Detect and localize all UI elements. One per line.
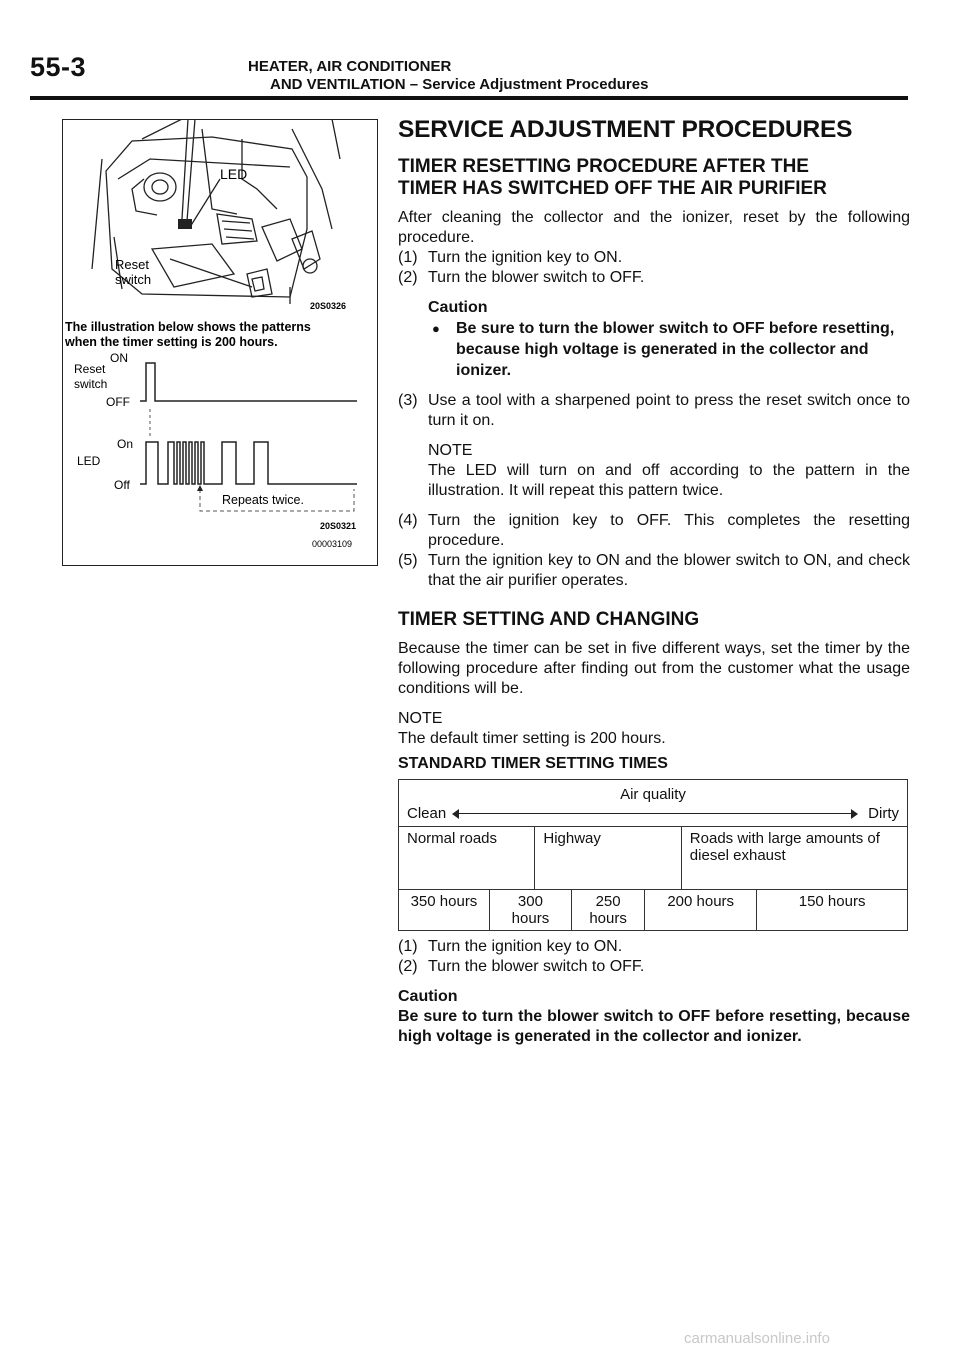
reset-switch-label-2: switch (74, 377, 108, 391)
arrow-right-icon (851, 809, 858, 819)
note-label: NOTE (428, 442, 473, 459)
header-title-line2: AND VENTILATION – Service Adjustment Procedures (270, 76, 649, 93)
caution-label: Caution (428, 299, 488, 316)
label-off: OFF (106, 395, 130, 409)
note2-text: The default timer setting is 200 hours. (398, 730, 666, 747)
step-4 (398, 511, 910, 551)
section3-title: STANDARD TIMER SETTING TIMES (398, 755, 668, 772)
step-2 (398, 268, 910, 288)
clean-label: Clean (407, 805, 447, 822)
led-element (178, 219, 192, 229)
sec3-step-1-num: (1) (398, 938, 418, 955)
caution-bullet (428, 318, 910, 381)
section2-title: TIMER SETTING AND CHANGING (398, 609, 700, 630)
label-led: LED (220, 166, 248, 182)
page-title: SERVICE ADJUSTMENT PROCEDURES (398, 116, 853, 143)
caution2-text: Be sure to turn the blower switch to OFF before resetting, because high voltage is generated in the collector and ionizer. (398, 1008, 910, 1045)
figure-caption-line1: The illustration below shows the patterns (65, 320, 311, 334)
step-3 (398, 391, 910, 431)
sec3-step-1-text: Turn the ignition key to ON. (428, 938, 623, 955)
watermark: carmanualsonline.info (684, 1330, 830, 1347)
sec3-step-2-text: Turn the blower switch to OFF. (428, 958, 645, 975)
scale-arrow (452, 809, 858, 819)
air-quality-label: Air quality (620, 786, 686, 803)
step-5-text: Turn the ignition key to ON and the blower switch to ON, and check that the air purifier operates. (428, 552, 910, 589)
step-5 (398, 551, 910, 591)
step-3-num: (3) (398, 392, 418, 409)
led-timing-label: LED (77, 454, 101, 468)
timer-table (398, 779, 908, 931)
step-5-num: (5) (398, 552, 418, 569)
note-text: The LED will turn on and off according to the pattern in the illustration. It will repeat this pattern twice. (428, 462, 910, 499)
step-1-text: Turn the ignition key to ON. (428, 249, 623, 266)
caution-bullet-text: Be sure to turn the blower switch to OFF before resetting, because high voltage is generated in the collector and ionizer. (456, 320, 895, 379)
hours-cell-150: 150 hours (757, 890, 908, 931)
header-title-line1: HEATER, AIR CONDITIONER (248, 58, 452, 75)
page-number: 55-3 (30, 52, 87, 82)
hours-cell-300: 300 hours (489, 890, 571, 931)
step-4-text: Turn the ignition key to OFF. This completes the resetting procedure. (428, 512, 910, 549)
diesel-cell: Roads with large amounts of diesel exhaust (681, 827, 907, 890)
repeat-start-arrow (197, 485, 203, 491)
table-row-roads (399, 827, 908, 890)
clean-dirty-scale (407, 805, 899, 822)
section1-title-line1: TIMER RESETTING PROCEDURE AFTER THE (398, 156, 809, 177)
reset-switch-waveform (140, 363, 357, 401)
main-content (398, 116, 910, 1047)
label-reset-2: switch (115, 272, 152, 287)
sec3-step-2 (398, 957, 910, 977)
step-2-text: Turn the blower switch to OFF. (428, 269, 645, 286)
bullet-icon: ● (432, 321, 440, 336)
caution2-label: Caution (398, 988, 458, 1005)
normal-roads-cell: Normal roads (399, 827, 535, 890)
hours-cell-250: 250 hours (571, 890, 644, 931)
led-waveform (140, 442, 357, 484)
arrow-left-icon (452, 809, 459, 819)
led-off-label: Off (114, 478, 130, 492)
figure-illustration (62, 119, 378, 566)
step-2-num: (2) (398, 269, 418, 286)
hours-cell-350: 350 hours (399, 890, 490, 931)
dirty-label: Dirty (868, 805, 899, 822)
reset-switch-label-1: Reset (74, 362, 106, 376)
repeats-label: Repeats twice. (222, 493, 304, 507)
section2-intro: Because the timer can be set in five different ways, set the timer by the following procedure after finding out from the customer what the usage conditions will be. (398, 640, 910, 697)
sec3-step-2-num: (2) (398, 958, 418, 975)
figure-code-top: 20S0326 (310, 301, 347, 311)
table-row-air-quality (399, 780, 908, 827)
highway-cell: Highway (535, 827, 681, 890)
label-reset-1: Reset (115, 257, 149, 272)
header-rule (30, 96, 908, 100)
section1-intro: After cleaning the collector and the ionizer, reset by the following procedure. (398, 209, 910, 246)
led-on-label: On (117, 437, 134, 451)
air-quality-cell (399, 780, 908, 827)
hours-cell-200: 200 hours (645, 890, 757, 931)
step-3-text: Use a tool with a sharpened point to press the reset switch once to turn it on. (428, 392, 910, 429)
step-1 (398, 248, 910, 268)
sec3-step-1 (398, 937, 910, 957)
step-4-num: (4) (398, 512, 418, 529)
figure-code-bottom-1: 20S0321 (320, 521, 357, 531)
note2-label: NOTE (398, 710, 443, 727)
step-1-num: (1) (398, 249, 418, 266)
label-on: ON (110, 351, 128, 365)
table-row-hours (399, 890, 908, 931)
section1-title-line2: TIMER HAS SWITCHED OFF THE AIR PURIFIER (398, 178, 827, 199)
figure-caption-line2: when the timer setting is 200 hours. (65, 335, 278, 349)
figure-code-bottom-2: 00003109 (312, 539, 353, 549)
